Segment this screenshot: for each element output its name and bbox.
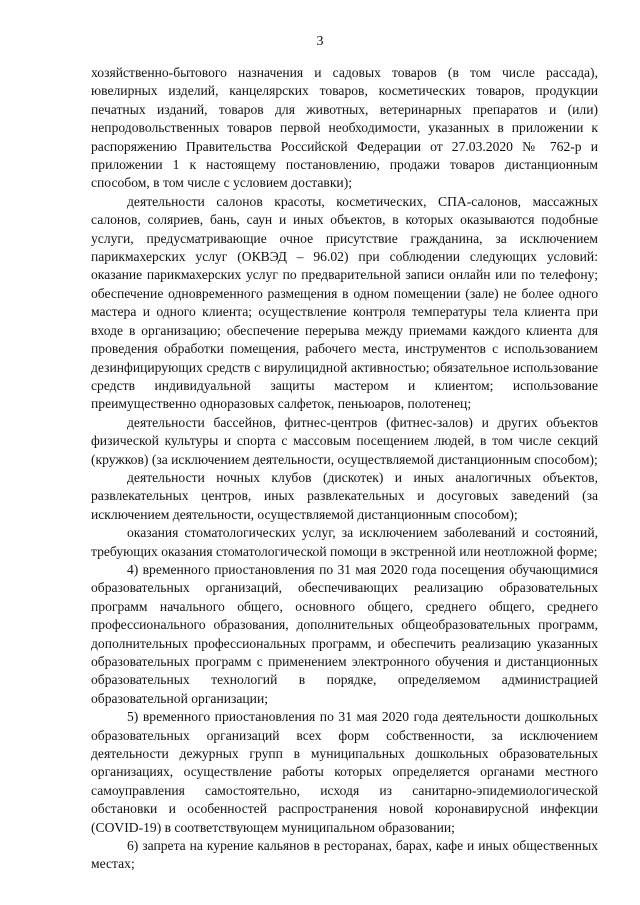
paragraph-pools-fitness: деятельности бассейнов, фитнес-центров (фитнес-залов) и других объектов физической культуры и спорта с массовым посещением людей, в том числе секций (кружков) (за исключением деятельности, осуществляемой дистанционным способом); xyxy=(91,414,598,467)
paragraph-beauty-salons: деятельности салонов красоты, косметических, СПА-салонов, массажных салонов, соляриев, бань, саун и иных объектов, в которых оказываются подобные услуги, предусматривающие очное присутствие гражданина, за исключением парикмахерских услуг (ОКВЭД – 96.02) при соблюдении следующих условий: оказание парикмахерских услуг по предварительной записи онлайн или по телефону; обеспечение одновременного размещения в одном помещении (зале) не более одного мастера и одного клиента; осуществление контроля температуры тела клиента при входе в организацию; обеспечение перерыва между приемами каждого клиента для проведения обработки помещения, рабочего места, инструментов с использованием дезинфицирующих средств с вирулицидной активностью; обязательное использование средств индивидуальной защиты мастером и клиентом; использование преимущественно одноразовых салфеток, пеньюаров, полотенец; xyxy=(91,193,598,412)
page-number: 3 xyxy=(316,34,324,49)
document-body xyxy=(91,64,598,874)
paragraph-dental-services: оказания стоматологических услуг, за исключением заболеваний и состояний, требующих оказания стоматологической помощи в экстренной или неотложной форме; xyxy=(91,525,598,559)
paragraph-continuation: хозяйственно-бытового назначения и садовых товаров (в том числе рассада), ювелирных изделий, канцелярских товаров, косметических товаров, продукции печатных изданий, товаров для животных, ветеринарных препаратов и (или) непродовольственных товаров первой необходимости, указанных в приложении к распоряжению Правительства Российской Федерации от 27.03.2020 № 762-р и приложении 1 к настоящему постановлению, продажи товаров дистанционным способом, в том числе с условием доставки); xyxy=(91,65,598,191)
paragraph-night-clubs: деятельности ночных клубов (дискотек) и иных аналогичных объектов, развлекательных центров, иных развлекательных и досуговых заведений (за исключением деятельности, осуществляемой дистанционным способом); xyxy=(91,469,598,522)
paragraph-item-6-hookah: 6) запрета на курение кальянов в ресторанах, барах, кафе и иных общественных местах; xyxy=(91,838,598,872)
paragraph-item-5-preschool: 5) временного приостановления по 31 мая 2020 года деятельности дошкольных образовательных организаций всех форм собственности, за исключением деятельности дежурных групп в муниципальных дошкольных образовательных организациях, осуществление работы которых определяется органами местного самоуправления самостоятельно, исходя из санитарно-эпидемиологической обстановки и особенностей распространения новой коронавирусной инфекции (COVID-19) в соответствующем муниципальном образовании; xyxy=(91,709,598,835)
paragraph-item-4-education: 4) временного приостановления по 31 мая 2020 года посещения обучающимися образовательных организаций, обеспечивающих реализацию образовательных программ начального общего, основного общего, среднего общего, среднего профессионального образования, дополнительных общеобразовательных программ, дополнительных профессиональных программ, и обеспечить реализацию указанных образовательных программ с применением электронного обучения и дистанционных образовательных технологий в порядке, определяемом администрацией образовательной организации; xyxy=(91,561,598,706)
